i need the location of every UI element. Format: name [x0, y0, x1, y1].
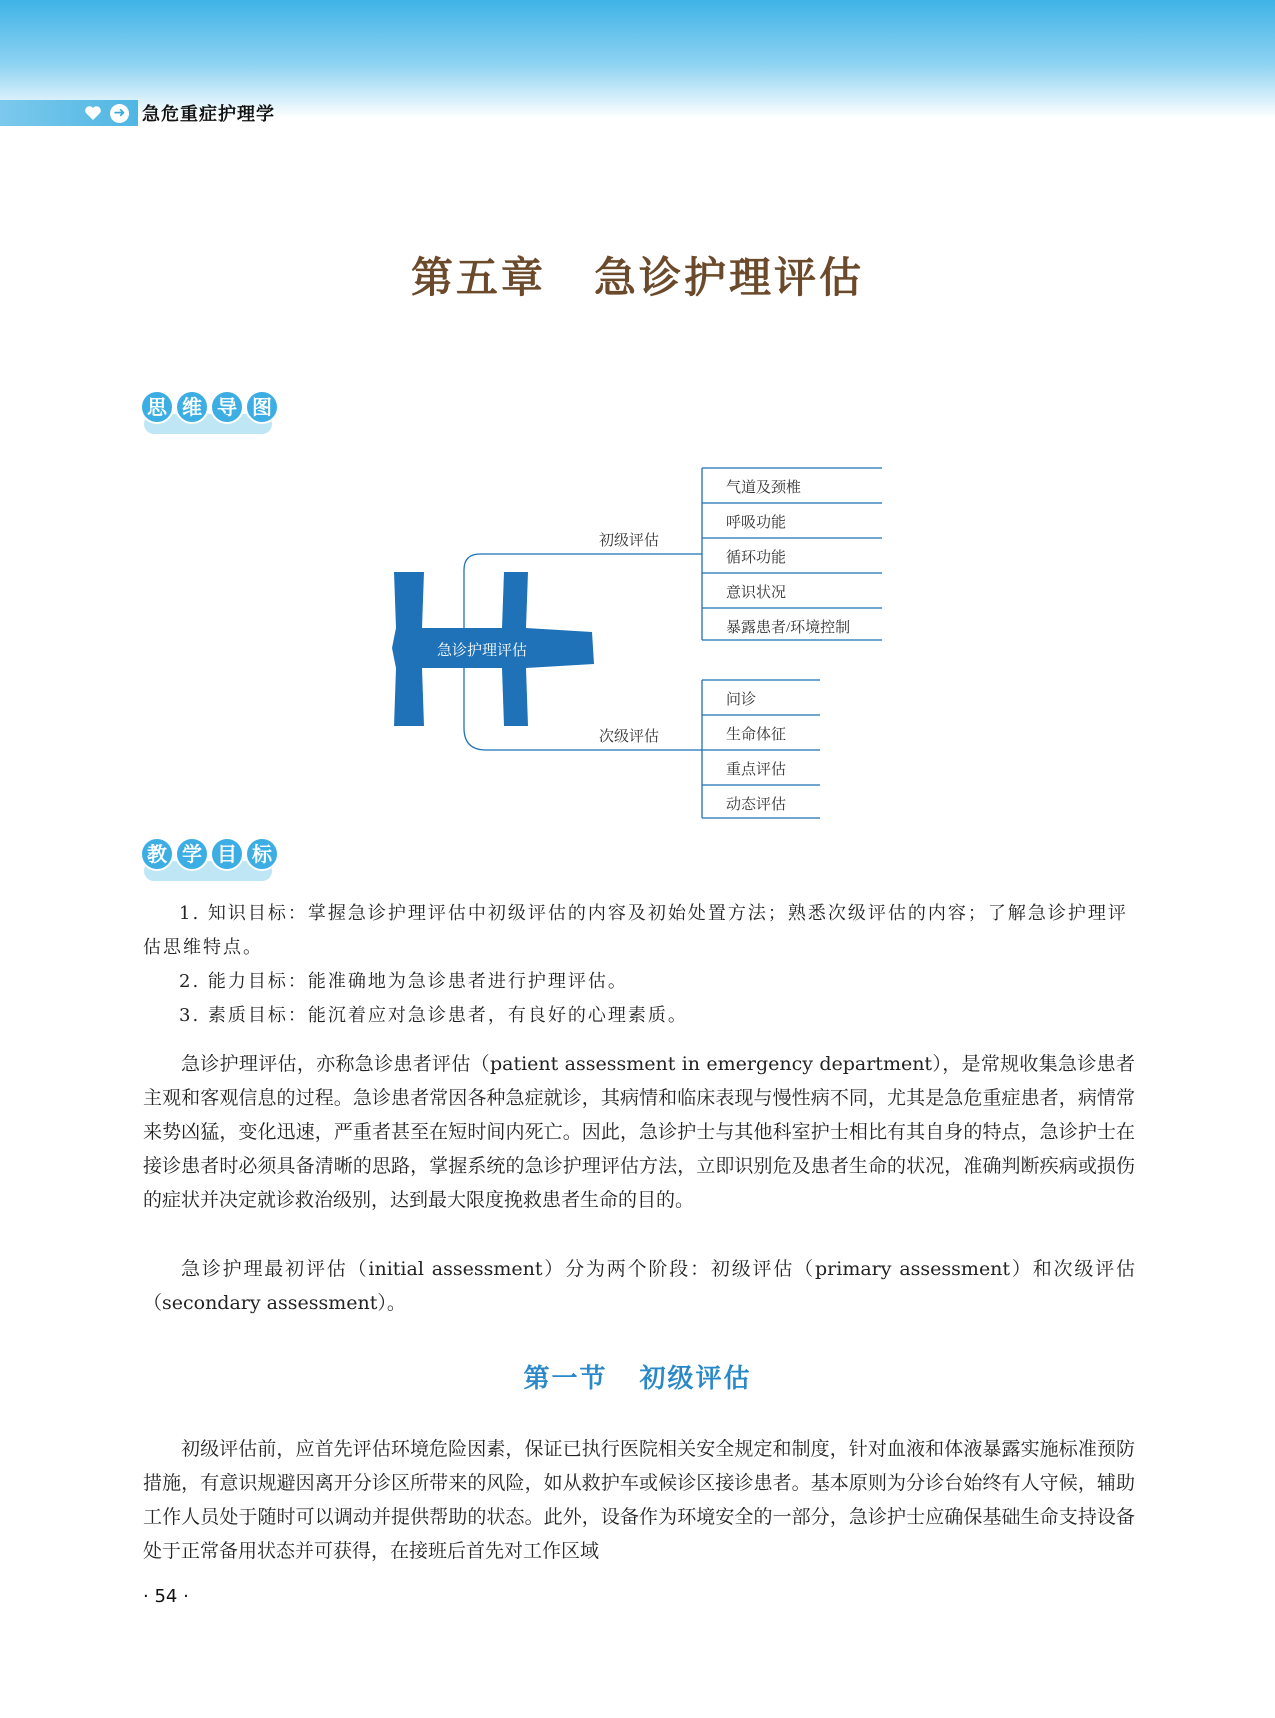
branch-label-secondary: 次级评估: [599, 729, 660, 745]
mindmap-diagram: [380, 460, 900, 820]
primary-item: 循环功能: [726, 550, 787, 566]
intro-paragraph: 急诊护理评估，亦称急诊患者评估（patient assessment in emergency department），是常规收集急诊患者主观和客观信息的过程。急诊患者常因各种急症就诊，其病情和临床表现与慢性病不同，尤其是急危重症患者，病情常来势凶猛，变化迅速，严重者甚至在短时间内死亡。因此，急诊护士与其他科室护士相比有其自身的特点，急诊护士在接诊患者时必须具备清晰的思路，掌握系统的急诊护理评估方法，立即识别危及患者生命的状况，准确判断疾病或损伤的症状并决定就诊救治级别，达到最大限度挽救患者生命的目的。: [143, 1053, 1135, 1211]
secondary-item: 动态评估: [726, 797, 787, 813]
primary-item: 呼吸功能: [726, 515, 787, 531]
secondary-item: 重点评估: [726, 762, 787, 778]
objective-knowledge: 1. 知识目标：掌握急诊护理评估中初级评估的内容及初始处置方法；熟悉次级评估的内容；了解急诊护理评估思维特点。: [143, 903, 1128, 958]
badge-char: 思: [140, 390, 174, 424]
primary-item: 气道及颈椎: [726, 480, 802, 496]
primary-item: 意识状况: [726, 585, 787, 601]
section-number: 第一节: [523, 1364, 608, 1394]
branch-label-primary: 初级评估: [599, 533, 660, 549]
objective-ability: 2. 能力目标：能准确地为急诊患者进行护理评估。: [179, 971, 628, 992]
chapter-title: [0, 245, 1275, 305]
chapter-name: 急诊护理评估: [594, 253, 865, 302]
badge-char: 导: [210, 390, 244, 424]
badge-char: 图: [245, 390, 279, 424]
section-title: [0, 1358, 1275, 1395]
badge-char: 目: [210, 837, 244, 871]
badge-char: 标: [245, 837, 279, 871]
badge-char: 教: [140, 837, 174, 871]
book-title: 急危重症护理学: [142, 104, 275, 125]
objective-quality: 3. 素质目标：能沉着应对急诊患者，有良好的心理素质。: [179, 1005, 688, 1026]
mindmap-root: 急诊护理评估: [436, 643, 528, 659]
primary-item: 暴露患者/环境控制: [726, 620, 851, 636]
assessment-stages-paragraph: 急诊护理最初评估（initial assessment）分为两个阶段：初级评估（primary assessment）和次级评估（secondary assessment）。: [143, 1258, 1135, 1314]
arrow-right-icon: ➜: [110, 104, 129, 123]
secondary-item: 生命体征: [726, 727, 787, 743]
page-number: · 54 ·: [143, 1586, 189, 1607]
badge-char: 学: [175, 837, 209, 871]
heart-icon: [84, 105, 102, 121]
chapter-number: 第五章: [410, 253, 546, 302]
section-paragraph: 初级评估前，应首先评估环境危险因素，保证已执行医院相关安全规定和制度，针对血液和体液暴露实施标准预防措施，有意识规避因离开分诊区所带来的风险，如从救护车或候诊区接诊患者。基本原则为分诊台始终有人守候，辅助工作人员处于随时可以调动并提供帮助的状态。此外，设备作为环境安全的一部分，急诊护士应确保基础生命支持设备处于正常备用状态并可获得，在接班后首先对工作区域: [143, 1438, 1135, 1562]
section-name: 初级评估: [639, 1364, 752, 1394]
secondary-item: 问诊: [726, 692, 757, 708]
goals-badge: [140, 837, 280, 883]
mindmap-badge: [140, 390, 280, 436]
badge-char: 维: [175, 390, 209, 424]
